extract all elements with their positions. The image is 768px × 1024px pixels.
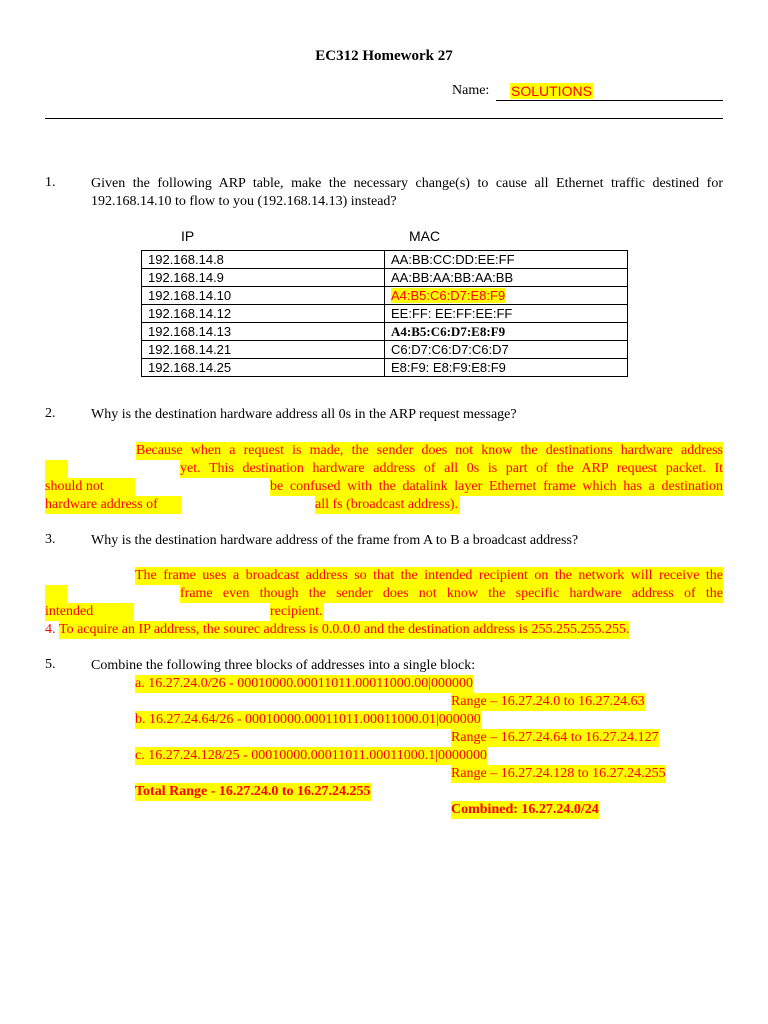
q2-answer-line4b: all fs (broadcast address). <box>315 497 459 512</box>
q1-text: Given the following ARP table, make the necessary change(s) to cause all Ethernet traffic destined for 192.168.14.10 to flow to you (192.168.14.13) instead? <box>91 176 723 209</box>
q3-answer-line3a: intended <box>45 603 134 621</box>
header-divider <box>45 118 723 119</box>
q4-answer: To acquire an IP address, the sourec address is 0.0.0.0 and the destination address is 255.255.255.255. <box>59 622 630 637</box>
arp-mac-cell <box>385 305 628 323</box>
arp-mac-cell <box>385 341 628 359</box>
arp-mac-value: EE:FF: EE:FF:EE:FF <box>391 305 513 321</box>
arp-ip-cell: 192.168.14.21 <box>142 341 385 359</box>
arp-ip-cell: 192.168.14.12 <box>142 305 385 323</box>
name-field <box>496 83 723 101</box>
page-title: EC312 Homework 27 <box>315 48 453 64</box>
arp-mac-value: AA:BB:CC:DD:EE:FF <box>391 251 515 267</box>
arp-ip-cell: 192.168.14.8 <box>142 251 385 269</box>
q5-block-b: b. 16.27.24.64/26 - 00010000.00011011.00011000.01|000000 <box>135 712 481 727</box>
q3-answer-line1: The frame uses a broadcast address so that the intended recipient on the network will receive the <box>135 568 723 583</box>
q3-answer-gap1 <box>45 585 67 603</box>
arp-ip-cell: 192.168.14.10 <box>142 287 385 305</box>
arp-row <box>142 323 628 341</box>
arp-mac-cell <box>385 323 628 341</box>
arp-ip-cell: 192.168.14.9 <box>142 269 385 287</box>
q3-text: Why is the destination hardware address of the frame from A to B a broadcast address? <box>91 533 579 548</box>
arp-mac-value: E8:F9: E8:F9:E8:F9 <box>391 359 506 375</box>
arp-row <box>142 305 628 323</box>
arp-mac-cell <box>385 251 628 269</box>
q3-answer-line3b: recipient. <box>270 604 323 619</box>
arp-mac-value: A4:B5:C6:D7:E8:F9 <box>391 287 506 303</box>
name-value: SOLUTIONS <box>511 83 592 99</box>
arp-mac-cell <box>385 287 628 305</box>
arp-col-ip: IP <box>181 228 195 244</box>
q2-answer-line1: Because when a request is made, the sender does not know the destinations hardware address <box>136 443 723 458</box>
q5-block-c-range: Range – 16.27.24.128 to 16.27.24.255 <box>451 766 666 781</box>
q5-combined: Combined: 16.27.24.0/24 <box>451 802 599 817</box>
q5-block-c: c. 16.27.24.128/25 - 00010000.00011011.00011000.1|0000000 <box>135 748 488 763</box>
q5-block-a: a. 16.27.24.0/26 - 00010000.00011011.00011000.00|000000 <box>135 676 474 691</box>
q2-answer-line4a: hardware address of <box>45 496 181 514</box>
q5-block-b-range: Range – 16.27.24.64 to 16.27.24.127 <box>451 730 659 745</box>
q2-answer-gap1 <box>45 460 68 478</box>
q2-number: 2. <box>45 406 56 421</box>
q2-text: Why is the destination hardware address all 0s in the ARP request message? <box>91 407 517 422</box>
q3-number: 3. <box>45 532 56 547</box>
q5-block-a-range: Range – 16.27.24.0 to 16.27.24.63 <box>451 694 645 709</box>
arp-ip-cell: 192.168.14.13 <box>142 323 385 341</box>
arp-mac-cell <box>385 359 628 377</box>
q5-total-range: Total Range - 16.27.24.0 to 16.27.24.255 <box>135 784 371 799</box>
arp-col-mac: MAC <box>409 228 441 244</box>
arp-row <box>142 269 628 287</box>
arp-mac-value: A4:B5:C6:D7:E8:F9 <box>391 323 506 339</box>
arp-row <box>142 341 628 359</box>
q5-text: Combine the following three blocks of addresses into a single block: <box>91 658 476 673</box>
q2-answer-line3b: be confused with the datalink layer Ethernet frame which has a destination <box>270 479 723 494</box>
q1-number: 1. <box>45 175 56 190</box>
arp-row <box>142 251 628 269</box>
arp-mac-value: AA:BB:AA:BB:AA:BB <box>391 269 514 285</box>
q3-answer-line2: frame even though the sender does not know the specific hardware address of the <box>180 586 723 601</box>
q2-answer-line3a: should not <box>45 478 135 496</box>
q5-number: 5. <box>45 657 56 672</box>
arp-mac-cell <box>385 269 628 287</box>
arp-table <box>141 250 628 377</box>
arp-row <box>142 359 628 377</box>
q4-number: 4. <box>45 622 56 637</box>
arp-row <box>142 287 628 305</box>
q2-answer-line2: yet. This destination hardware address of all 0s is part of the ARP request packet. It <box>180 461 723 476</box>
arp-mac-value: C6:D7:C6:D7:C6:D7 <box>391 341 509 357</box>
name-label: Name: <box>452 83 490 98</box>
arp-ip-cell: 192.168.14.25 <box>142 359 385 377</box>
